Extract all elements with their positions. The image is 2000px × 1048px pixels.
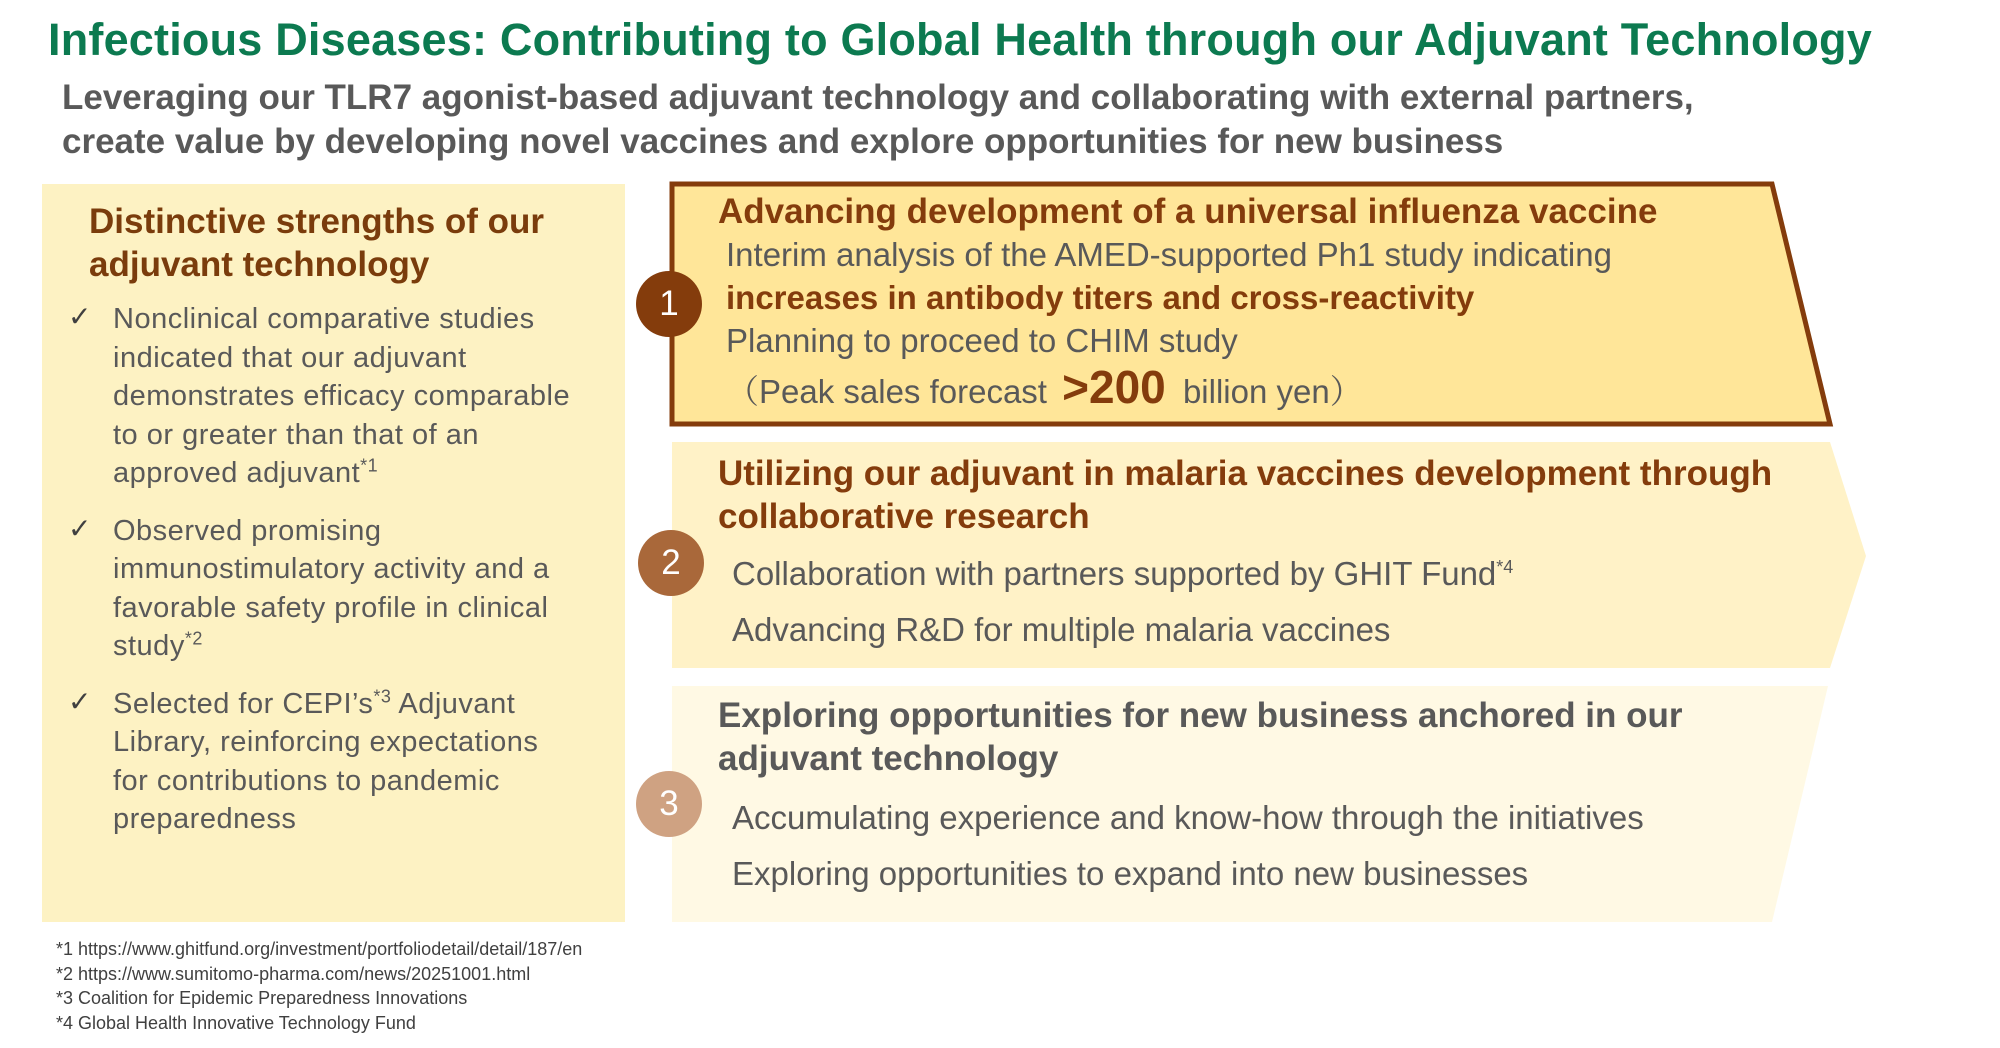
footnotes [56,937,582,1035]
card-line: Interim analysis of the AMED-supported Ph1 study indicating [726,236,1612,273]
footnote-ref: *1 [360,455,379,476]
subtitle-line: Leveraging our TLR7 agonist-based adjuvant technology and collaborating with external partners, [62,78,1694,117]
card-line-emphasis: increases in antibody titers and cross-reactivity [726,279,1475,316]
card-heading-line: collaborative research [718,497,1090,536]
malaria-card-heading [718,452,1772,538]
page-title: Infectious Diseases: Contributing to Global Health through our Adjuvant Technology [48,14,1872,65]
card-lines [718,546,1772,658]
strengths-heading-line: Distinctive strengths of our [89,202,545,241]
strength-line: for contributions to pandemic [113,764,500,797]
footnote-ref: *3 [373,685,392,706]
step-number-3: 3 [636,771,702,837]
strength-line: immunostimulatory activity and a [113,553,550,585]
peak-sales-value: >200 [1062,361,1166,413]
malaria-card [718,452,1772,658]
new-business-card-heading [718,694,1683,780]
strength-line: demonstrates efficacy comparable [113,380,571,412]
peak-sales-line [726,361,1657,413]
footnote: *2 https://www.sumitomo-pharma.com/news/20251001.html [56,963,531,984]
strength-line-text: study [113,630,185,662]
card-heading-line: adjuvant technology [718,739,1059,778]
checkmark-icon: ✓ [68,300,92,333]
strength-line: to or greater than that of an [113,418,479,451]
card-line: Advancing R&D for multiple malaria vaccines [732,611,1391,648]
card-heading-line: Exploring opportunities for new business anchored in our [718,696,1683,735]
footnote: *3 Coalition for Epidemic Preparedness Innovations [56,988,468,1008]
checkmark-icon: ✓ [68,511,92,545]
card-line: Planning to proceed to CHIM study [726,322,1238,359]
step-number-2: 2 [638,530,704,596]
step-number-1: 1 [636,271,702,337]
strength-line: favorable safety profile in clinical [113,591,549,624]
strength-line: Library, reinforcing expectations [113,726,539,758]
strength-line: preparedness [113,803,297,835]
strength-line-text: Selected for CEPI’s [113,687,374,720]
strength-line: indicated that our adjuvant [113,341,467,374]
card-lines [718,790,1683,902]
influenza-card-heading: Advancing development of a universal influenza vaccine [718,192,1658,231]
subtitle-line: create value by developing novel vaccines and explore opportunities for new business [62,122,1504,161]
card-heading-line: Utilizing our adjuvant in malaria vaccines development through [718,454,1773,493]
footnote-ref: *4 [1496,557,1514,577]
card-line [732,546,1772,602]
card-line-text: Collaboration with partners supported by GHIT Fund [732,555,1497,592]
card-line: Exploring opportunities to expand into new businesses [732,855,1529,892]
strength-line: Observed promising [113,514,382,547]
checkmark-icon: ✓ [68,684,92,718]
strength-line: Nonclinical comparative studies [113,303,535,335]
footnote: *1 https://www.ghitfund.org/investment/portfoliodetail/detail/187/en [56,939,583,959]
strengths-heading-line: adjuvant technology [89,245,430,284]
new-business-card [718,694,1683,902]
influenza-card [718,190,1657,413]
peak-sales-suffix: billion yen） [1182,373,1363,410]
strength-line-text: approved adjuvant [113,457,361,489]
footnote-ref: *2 [184,628,203,649]
strength-line-text: Adjuvant [391,687,516,720]
card-line: Accumulating experience and know-how through the initiatives [732,799,1644,836]
peak-sales-prefix: （Peak sales forecast [726,373,1047,410]
footnote: *4 Global Health Innovative Technology Fund [56,1012,416,1033]
